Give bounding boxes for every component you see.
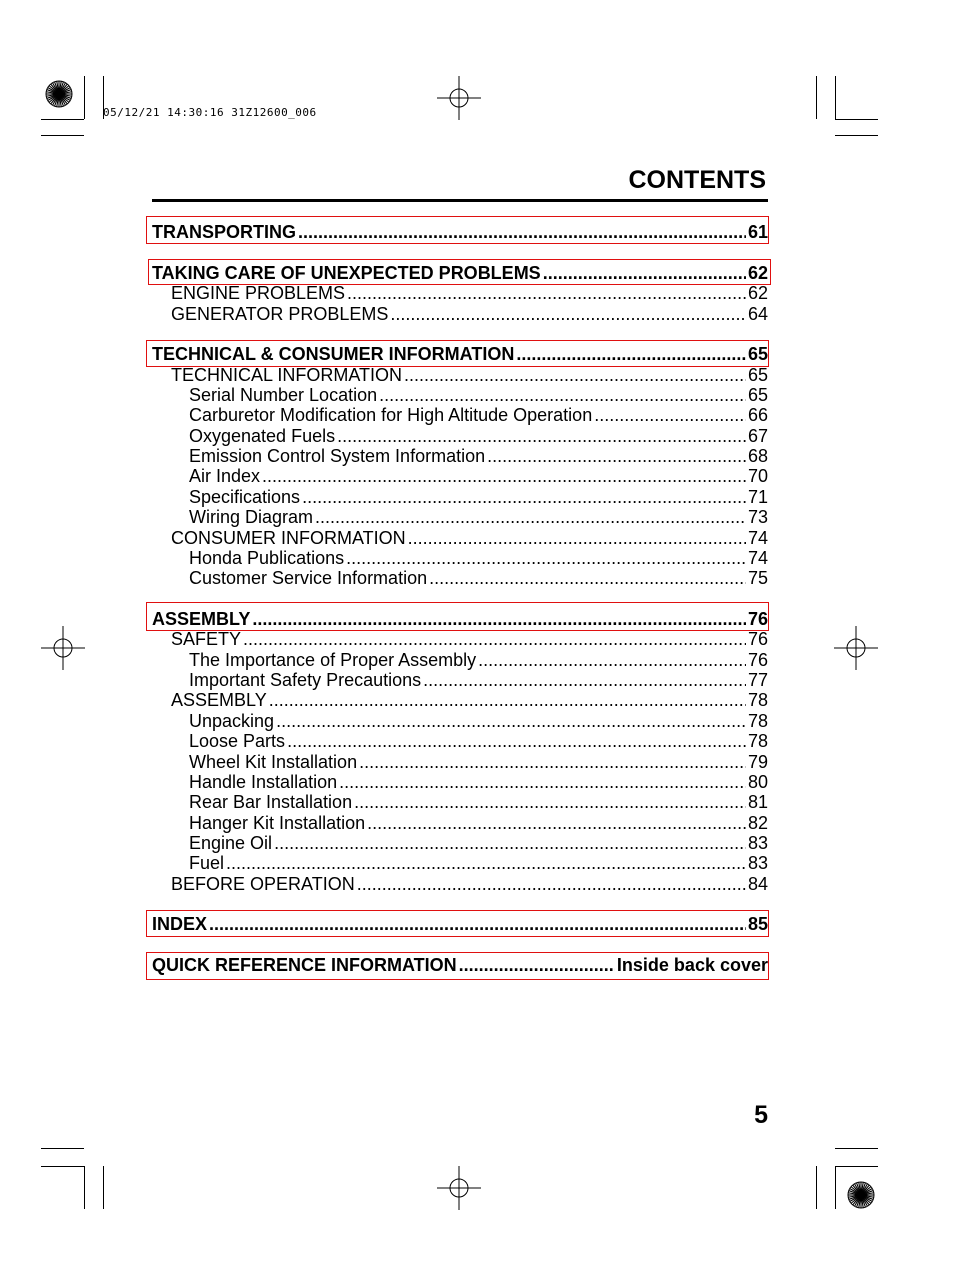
- toc-entry-page: 78: [747, 711, 768, 731]
- toc-entry-page: 78: [747, 690, 768, 710]
- toc-entry-page: 76: [747, 650, 768, 670]
- toc-entry-title: ASSEMBLY: [171, 690, 267, 710]
- toc-entry-page: 61: [747, 222, 768, 242]
- toc-leader-dots: [478, 650, 746, 670]
- toc-entry-title: BEFORE OPERATION: [171, 874, 355, 894]
- toc-entry-page: 64: [747, 304, 768, 324]
- highlight-box: [146, 340, 769, 367]
- toc-entry-title: Engine Oil: [189, 833, 273, 853]
- toc-entry[interactable]: [171, 629, 768, 649]
- toc-leader-dots: [487, 446, 746, 466]
- toc-leader-dots: [429, 568, 746, 588]
- registration-target-icon: [437, 76, 481, 120]
- highlight-box: [146, 952, 769, 980]
- toc-leader-dots: [274, 833, 746, 853]
- toc-entry-page: 62: [747, 263, 768, 283]
- toc-entry-page: 65: [747, 344, 768, 364]
- toc-leader-dots: [337, 426, 746, 446]
- highlight-box: [146, 216, 769, 244]
- toc-entry-page: 84: [747, 874, 768, 894]
- toc-entry-title: TECHNICAL & CONSUMER INFORMATION: [152, 344, 515, 364]
- highlight-box: [146, 910, 769, 937]
- toc-entry[interactable]: [189, 752, 768, 772]
- toc-entry-title: TRANSPORTING: [152, 222, 296, 242]
- toc-entry-page: 62: [747, 283, 768, 303]
- toc-entry[interactable]: [171, 283, 768, 303]
- toc-leader-dots: [302, 487, 746, 507]
- toc-entry-page: 82: [747, 813, 768, 833]
- toc-entry[interactable]: [189, 853, 768, 873]
- starburst-target-icon: [44, 79, 74, 109]
- toc-entry-page: 80: [747, 772, 768, 792]
- toc-entry[interactable]: [189, 650, 768, 670]
- page-title: CONTENTS: [628, 166, 766, 194]
- toc-entry-title: Loose Parts: [189, 731, 286, 751]
- toc-entry-page: 71: [747, 487, 768, 507]
- registration-target-icon: [834, 626, 878, 670]
- toc-leader-dots: [269, 690, 746, 710]
- toc-entry[interactable]: [171, 304, 768, 324]
- starburst-target-icon: [846, 1180, 876, 1210]
- toc-entry-title: The Importance of Proper Assembly: [189, 650, 477, 670]
- print-stamp: 05/12/21 14:30:16 31Z12600_006: [103, 106, 317, 119]
- toc-entry[interactable]: [189, 446, 768, 466]
- toc-leader-dots: [276, 711, 746, 731]
- toc-entry-title: Serial Number Location: [189, 385, 378, 405]
- toc-entry-title: Air Index: [189, 466, 261, 486]
- title-rule: [152, 199, 768, 202]
- toc-leader-dots: [379, 385, 746, 405]
- toc-entry-title: Carburetor Modification for High Altitude Operation: [189, 405, 593, 425]
- toc-entry-title: TAKING CARE OF UNEXPECTED PROBLEMS: [152, 263, 541, 283]
- toc-entry-title: Specifications: [189, 487, 301, 507]
- toc-entry-title: Rear Bar Installation: [189, 792, 353, 812]
- toc-entry[interactable]: [189, 507, 768, 527]
- toc-entry-page: 79: [747, 752, 768, 772]
- toc-entry-title: Oxygenated Fuels: [189, 426, 336, 446]
- toc-entry-title: ENGINE PROBLEMS: [171, 283, 346, 303]
- toc-leader-dots: [594, 405, 746, 425]
- toc-leader-dots: [226, 853, 746, 873]
- toc-entry[interactable]: [189, 833, 768, 853]
- toc-entry[interactable]: [171, 528, 768, 548]
- toc-entry[interactable]: [189, 670, 768, 690]
- toc-entry-title: Unpacking: [189, 711, 275, 731]
- toc-entry-page: 68: [747, 446, 768, 466]
- toc-entry-title: Honda Publications: [189, 548, 345, 568]
- registration-target-icon: [437, 1166, 481, 1210]
- highlight-box: [148, 259, 771, 285]
- toc-leader-dots: [404, 365, 746, 385]
- toc-leader-dots: [262, 466, 746, 486]
- toc-entry-page: 83: [747, 833, 768, 853]
- toc-leader-dots: [287, 731, 746, 751]
- toc-leader-dots: [346, 548, 746, 568]
- toc-entry-title: CONSUMER INFORMATION: [171, 528, 406, 548]
- toc-leader-dots: [339, 772, 746, 792]
- toc-entry-title: Customer Service Information: [189, 568, 428, 588]
- toc-entry-title: Handle Installation: [189, 772, 338, 792]
- toc-entry[interactable]: [189, 731, 768, 751]
- toc-leader-dots: [359, 752, 746, 772]
- toc-entry[interactable]: [189, 568, 768, 588]
- toc-entry-title: Wiring Diagram: [189, 507, 314, 527]
- toc-entry[interactable]: [189, 548, 768, 568]
- toc-entry-page: 76: [747, 629, 768, 649]
- toc-entry[interactable]: [189, 426, 768, 446]
- toc-leader-dots: [243, 629, 746, 649]
- toc-entry-page: 73: [747, 507, 768, 527]
- toc-leader-dots: [354, 792, 746, 812]
- toc-entry[interactable]: [189, 405, 768, 425]
- toc-entry[interactable]: [171, 365, 768, 385]
- registration-target-icon: [41, 626, 85, 670]
- toc-entry-title: Important Safety Precautions: [189, 670, 422, 690]
- toc-entry-title: Emission Control System Information: [189, 446, 486, 466]
- toc-entry-title: SAFETY: [171, 629, 242, 649]
- toc-entry-page: 74: [747, 548, 768, 568]
- toc-entry-title: Fuel: [189, 853, 225, 873]
- toc-leader-dots: [390, 304, 746, 324]
- toc-leader-dots: [315, 507, 746, 527]
- toc-entry-page: 74: [747, 528, 768, 548]
- toc-leader-dots: [367, 813, 746, 833]
- toc-entry[interactable]: [189, 772, 768, 792]
- toc-entry-title: Wheel Kit Installation: [189, 752, 358, 772]
- toc-entry[interactable]: [189, 487, 768, 507]
- toc-entry-title: TECHNICAL INFORMATION: [171, 365, 403, 385]
- toc-entry-page: 65: [747, 365, 768, 385]
- page-number: 5: [754, 1101, 768, 1129]
- toc-entry-page: 70: [747, 466, 768, 486]
- toc-leader-dots: [408, 528, 746, 548]
- toc-entry[interactable]: [189, 711, 768, 731]
- toc-entry-page: 85: [747, 914, 768, 934]
- highlight-box: [146, 602, 769, 631]
- toc-entry-title: ASSEMBLY: [152, 609, 251, 629]
- toc-entry-page: 65: [747, 385, 768, 405]
- toc-entry-page: 81: [747, 792, 768, 812]
- toc-leader-dots: [423, 670, 746, 690]
- toc-entry-page: 78: [747, 731, 768, 751]
- toc-entry-title: QUICK REFERENCE INFORMATION: [152, 955, 457, 975]
- toc-entry[interactable]: [189, 466, 768, 486]
- toc-leader-dots: [347, 283, 746, 303]
- toc-entry-page: 67: [747, 426, 768, 446]
- toc-entry-title: INDEX: [152, 914, 208, 934]
- toc-entry-title: GENERATOR PROBLEMS: [171, 304, 389, 324]
- toc-entry[interactable]: [171, 874, 768, 894]
- toc-entry-page: 76: [747, 609, 768, 629]
- toc-entry[interactable]: [189, 813, 768, 833]
- toc-entry-page: 77: [747, 670, 768, 690]
- toc-entry-page: 75: [747, 568, 768, 588]
- toc-entry-page: 83: [747, 853, 768, 873]
- toc-leader-dots: [357, 874, 746, 894]
- toc-entry-page: 66: [747, 405, 768, 425]
- toc-entry-page: Inside back cover: [616, 955, 768, 975]
- toc-entry[interactable]: [189, 385, 768, 405]
- toc-entry[interactable]: [189, 792, 768, 812]
- toc-entry-title: Hanger Kit Installation: [189, 813, 366, 833]
- toc-entry[interactable]: [171, 690, 768, 710]
